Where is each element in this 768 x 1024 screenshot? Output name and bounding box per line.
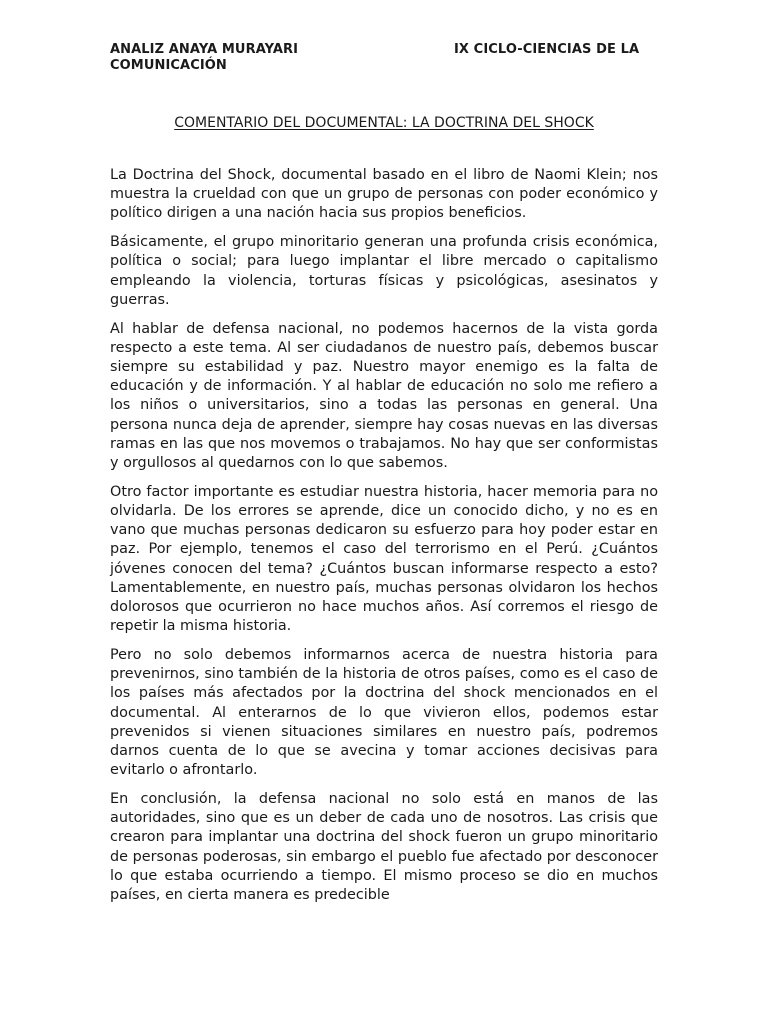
paragraph: Pero no solo debemos informarnos acerca de nuestra historia para prevenirnos, sino también de la historia de otros países, como es el caso de los países más afectados por la doctrina del shock mencionados en el documental. Al enterarnos de lo que vivieron ellos, podemos estar prevenidos si vienen situaciones similares en nuestro país, podremos darnos cuenta de lo que se avecina y tomar acciones decisivas para evitarlo o afrontarlo. — [110, 647, 658, 779]
paragraph: Al hablar de defensa nacional, no podemos hacernos de la vista gorda respecto a este tema. Al ser ciudadanos de nuestro país, debemos buscar siempre su estabilidad y paz. Nuestro mayor enemigo es la falta de educación y de información. Y al hablar de educación no solo me refiero a los niños o universitarios, sino a todas las personas en general. Una persona nunca deja de aprender, siempre hay cosas nuevas en las diversas ramas en las que nos movemos o trabajamos. No hay que ser conformistas y orgullosos al quedarnos con lo que sabemos. — [110, 320, 658, 472]
author-career-continuation: COMUNICACIÓN — [110, 58, 227, 73]
paragraph: Otro factor importante es estudiar nuestra historia, hacer memoria para no olvidarla. De los errores se aprende, dice un conocido dicho, y no es en vano que muchas personas dedicaron su esfuerzo para hoy poder estar en paz. Por ejemplo, tenemos el caso del terrorismo en el Perú. ¿Cuántos jóvenes conocen del tema? ¿Cuántos buscan informarse respecto a esto? Lamentablemente, en nuestro país, muchas personas olvidaron los hechos dolorosos que ocurrieron no hace muchos años. Así corremos el riesgo de repetir la misma historia. — [110, 483, 658, 635]
author-name: ANALIZ ANAYA MURAYARI — [110, 42, 299, 57]
paragraph: En conclusión, la defensa nacional no solo está en manos de las autoridades, sino que es un deber de cada uno de nosotros. Las crisis que crearon para implantar una doctrina del shock fueron un grupo minoritario de personas poderosas, sin embargo el pueblo fue afectado por desconocer lo que estaba ocurriendo a tiempo. El mismo proceso se dio en muchos países, en cierta manera es predecible — [110, 791, 658, 904]
document-body — [110, 166, 658, 915]
document-title: COMENTARIO DEL DOCUMENTAL: LA DOCTRINA DEL SHOCK — [174, 115, 594, 131]
paragraph: La Doctrina del Shock, documental basado en el libro de Naomi Klein; nos muestra la crueldad con que un grupo de personas con poder económico y político dirigen a una nación hacia sus propios beneficios. — [110, 167, 658, 222]
course-info: IX CICLO-CIENCIAS DE LA — [454, 42, 640, 57]
paragraph: Básicamente, el grupo minoritario generan una profunda crisis económica, política o social; para luego implantar el libre mercado o capitalismo empleando la violencia, torturas físicas y psicológicas, asesinatos y guerras. — [110, 234, 658, 308]
document-header — [110, 42, 658, 74]
